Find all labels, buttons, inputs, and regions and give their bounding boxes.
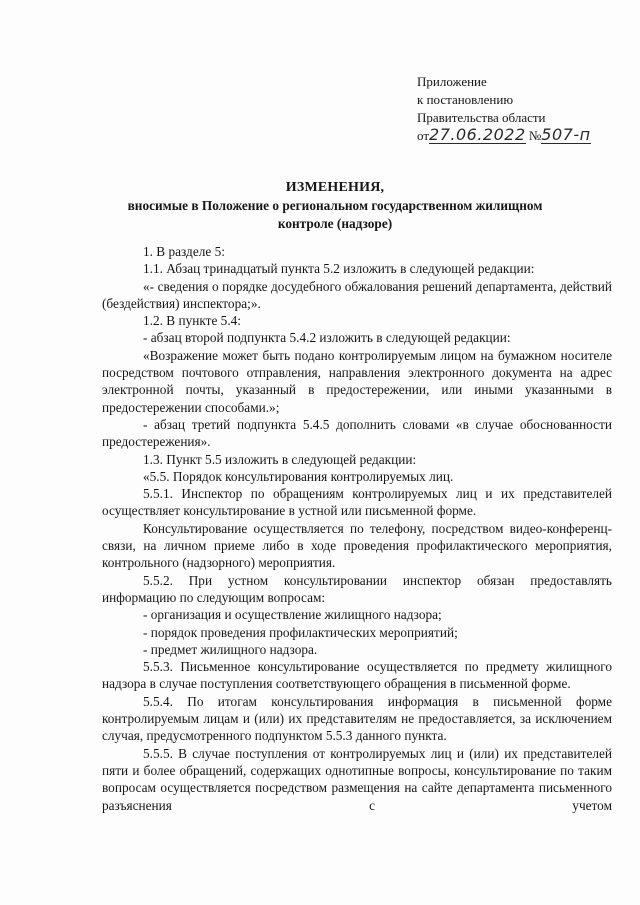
date-prefix: от bbox=[417, 128, 430, 143]
paragraph: - предмет жилищного надзора. bbox=[143, 641, 318, 657]
title-subtitle-line2: контроле (надзоре) bbox=[277, 216, 393, 231]
document-body bbox=[102, 243, 612, 814]
handwritten-number: 507-п bbox=[541, 125, 591, 144]
attachment-block bbox=[417, 73, 617, 147]
paragraph: 1.2. В пункте 5.4: bbox=[143, 313, 241, 329]
paragraph: - абзац второй подпункта 5.4.2 изложить в следующей редакции: bbox=[143, 330, 511, 346]
attachment-to-resolution: к постановлению bbox=[417, 92, 514, 107]
paragraph: 5.5.2. При устном консультировании инспектор обязан предоставлять информацию по следующим вопросам: bbox=[102, 572, 612, 605]
title-main: ИЗМЕНЕНИЯ, bbox=[285, 180, 385, 195]
paragraph: 5.5.3. Письменное консультирование осуществляется по предмету жилищного надзора в случае поступления соответствующего обращения в письменной форме. bbox=[102, 659, 612, 692]
paragraph: «- сведения о порядке досудебного обжалования решений департамента, действий (бездействия) инспектора;». bbox=[102, 278, 612, 311]
paragraph: 1.1. Абзац тринадцатый пункта 5.2 изложить в следующей редакции: bbox=[143, 261, 535, 277]
document-title bbox=[60, 179, 610, 233]
attachment-date-number bbox=[417, 127, 617, 147]
paragraph: 1.3. Пункт 5.5 изложить в следующей редакции: bbox=[143, 451, 417, 467]
paragraph: - порядок проведения профилактических мероприятий; bbox=[143, 624, 458, 640]
paragraph: - организация и осуществление жилищного надзора; bbox=[143, 607, 442, 623]
paragraph: 5.5.1. Инспектор по обращениям контролируемых лиц и их представителей осуществляет консультирование в устной или письменной форме. bbox=[102, 486, 612, 519]
paragraph: «Возражение может быть подано контролируемым лицом на бумажном носителе посредством почтового отправления, направления электронного документа на адрес электронной почты, указанный в предостережении, или иными указанными в предостережении способами.»; bbox=[102, 347, 612, 415]
paragraph: Консультирование осуществляется по телефону, посредством видео-конференц-связи, на личном приеме либо в ходе проведения профилактического мероприятия, контрольного (надзорного) мероприятия. bbox=[102, 520, 612, 571]
number-prefix: № bbox=[528, 128, 542, 143]
handwritten-date: 27.06.2022 bbox=[429, 125, 526, 144]
paragraph: 5.5.4. По итогам консультирования информация в письменной форме контролируемым лицам и (или) их представителям не предоставляется, за исключением случая, предусмотренного подпунктом 5.5.3 данного пункта. bbox=[102, 693, 612, 744]
attachment-title: Приложение bbox=[417, 74, 487, 89]
paragraph: 1. В разделе 5: bbox=[143, 244, 225, 259]
paragraph: - абзац третий подпункта 5.4.5 дополнить словами «в случае обоснованности предостережения». bbox=[102, 416, 612, 450]
attachment-government: Правительства области bbox=[417, 110, 546, 125]
paragraph: «5.5. Порядок консультирования контролируемых лиц. bbox=[143, 468, 454, 484]
title-subtitle-line1: вносимые в Положение о региональном государственном жилищном bbox=[127, 198, 543, 213]
paragraph: 5.5.5. В случае поступления от контролируемых лиц и (или) их представителей пяти и более обращений, содержащих однотипные вопросы, консультирование по таким вопросам осуществляется посредством размещения на сайте департамента письменного разъяснения с учетом bbox=[102, 745, 612, 813]
